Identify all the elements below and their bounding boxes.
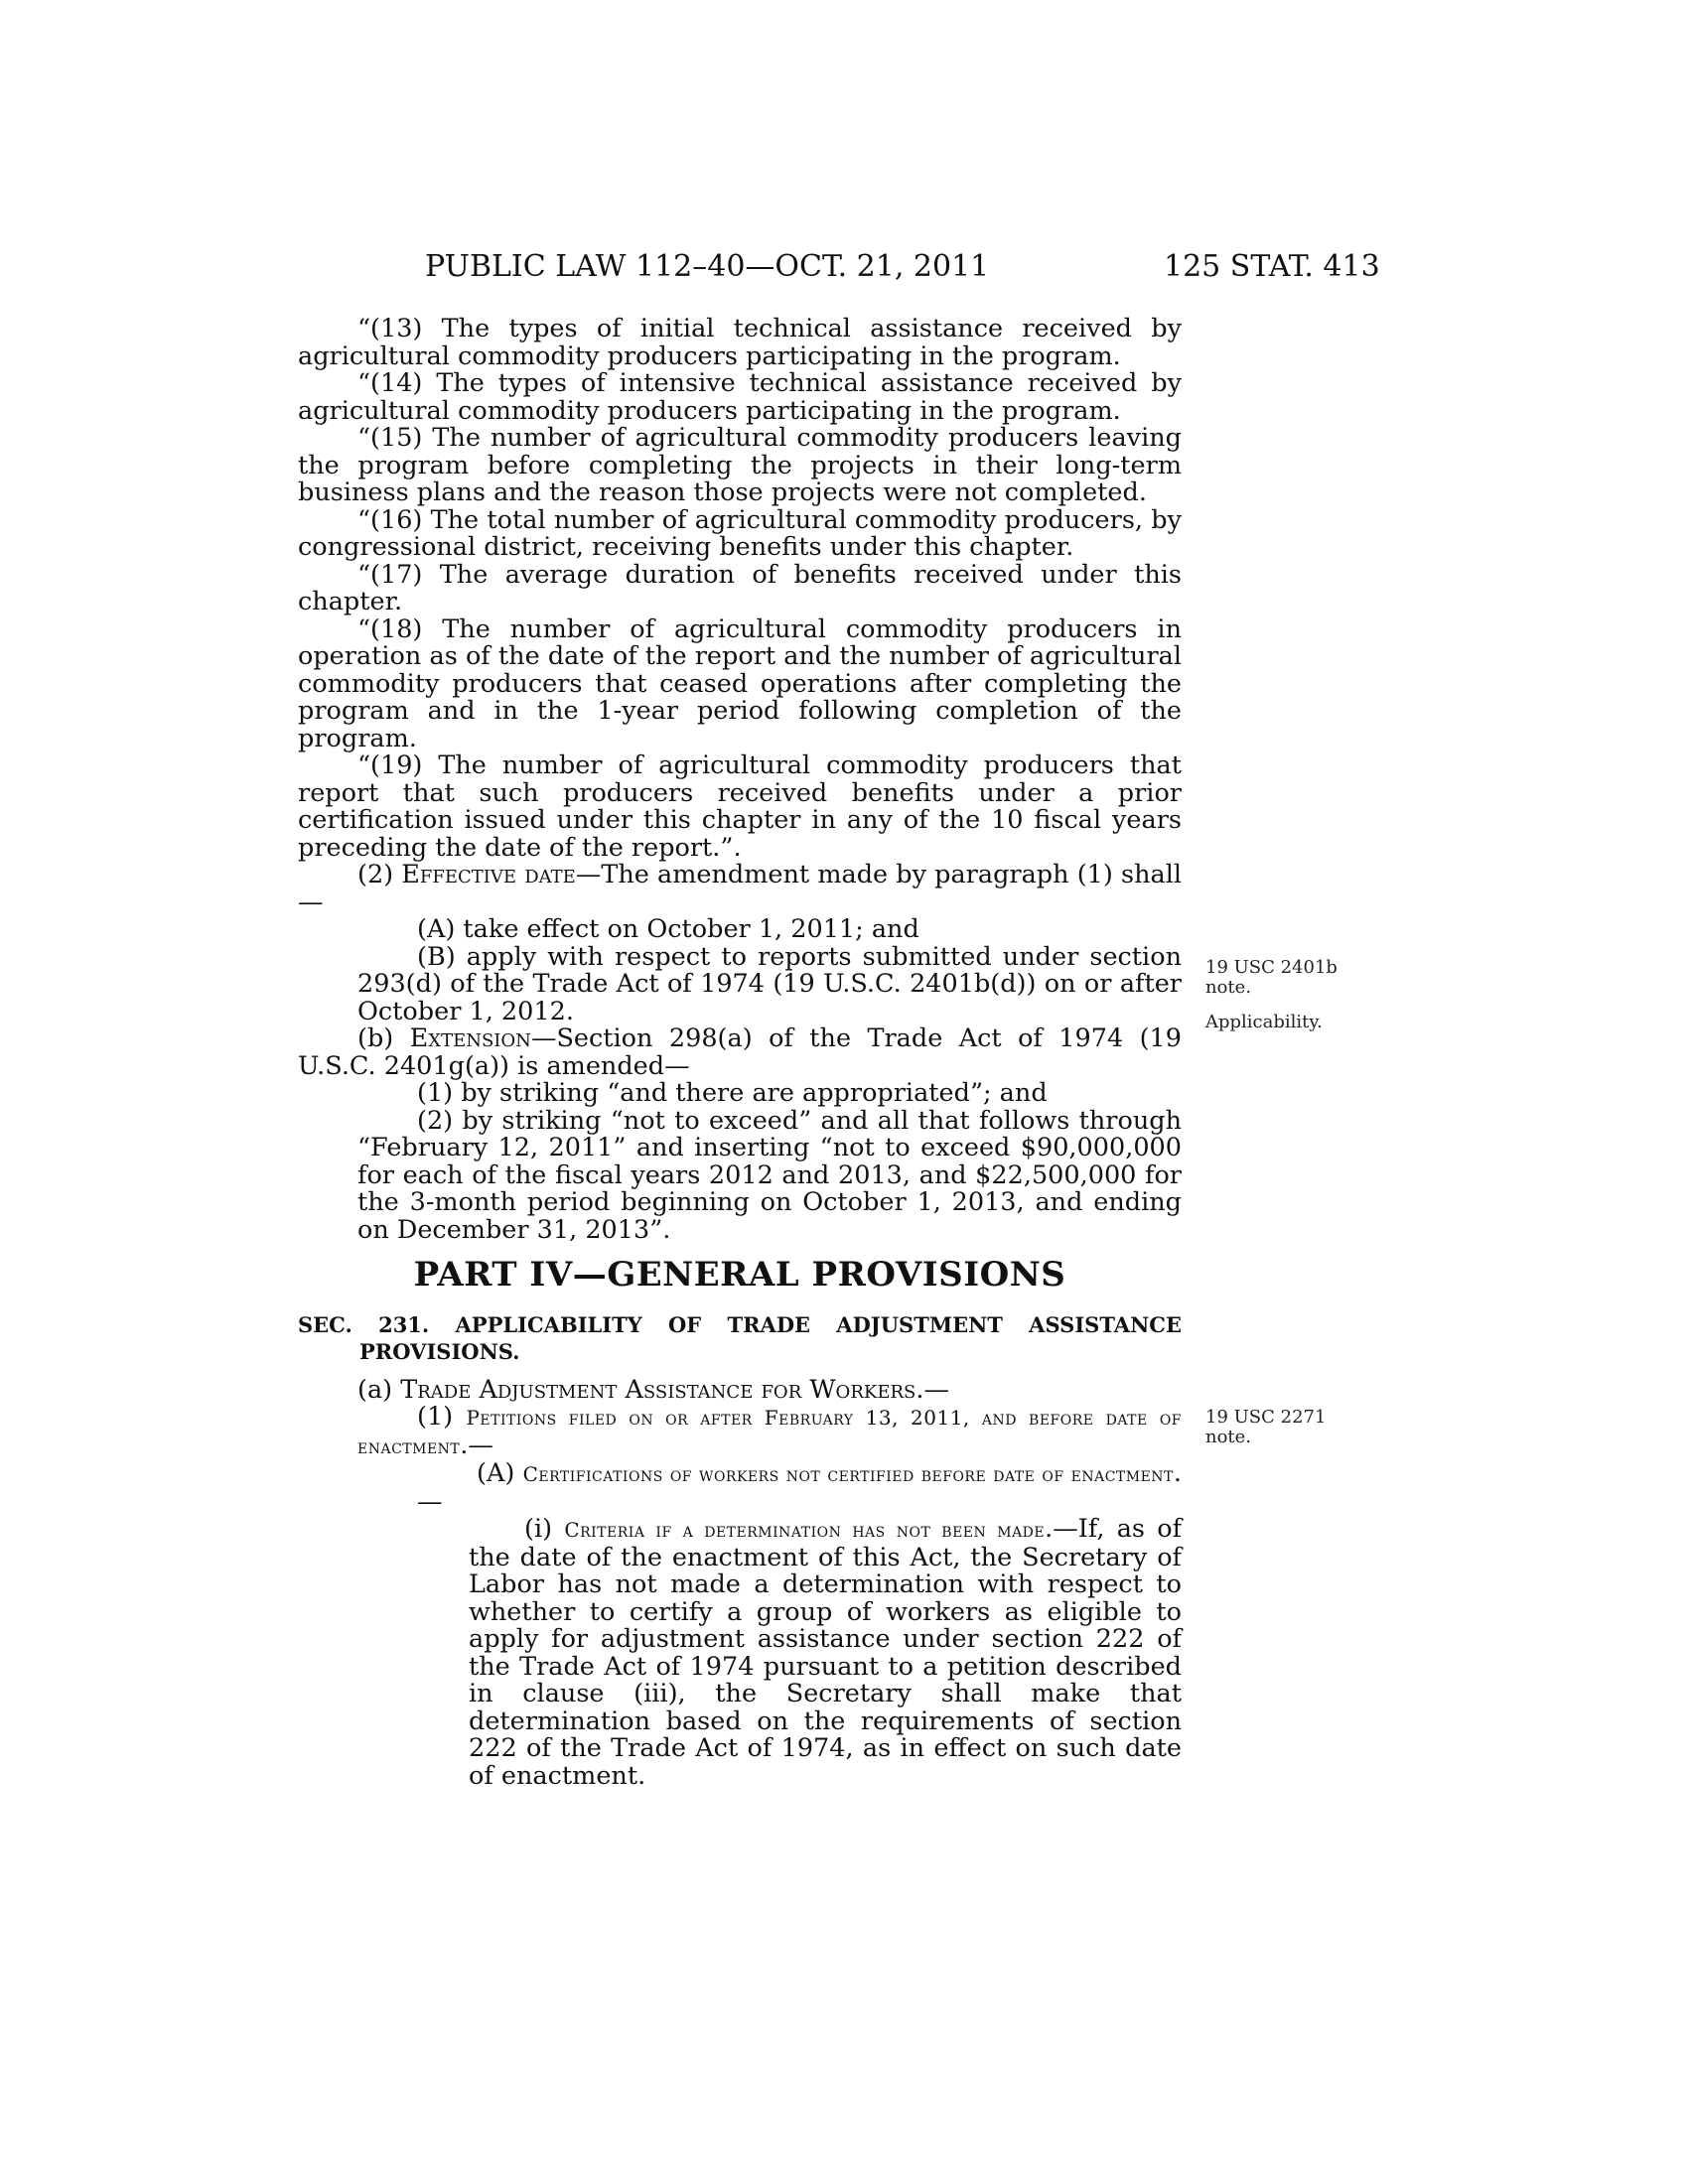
paragraph-a1-heading: Petitions filed on or after February 13, 2011, and before date of enactment bbox=[357, 1406, 1183, 1458]
extension-number: (b) bbox=[357, 1024, 394, 1053]
clause-i bbox=[298, 1516, 1182, 1790]
paragraph-14: “(14) The types of intensive technical assistance received by agricultural commodity producers participating in the program. bbox=[298, 368, 1182, 426]
paragraph-a1-number: (1) bbox=[417, 1402, 454, 1432]
margin-note-usc-2401b bbox=[1205, 958, 1337, 998]
margin-note-usc-2271 bbox=[1205, 1408, 1326, 1447]
paragraph-aA-dash: .— bbox=[417, 1458, 1183, 1517]
extension-2: (2) by striking “not to exceed” and all that follows through “February 12, 2011” and inserting “not to exceed $90,000,000 for each of the fiscal years 2012 and 2013, and $22,500,000 for the 3-month period beginning on October 1, 2013, and ending on December 31, 2013”. bbox=[357, 1105, 1182, 1245]
margin-note-usc-2401b-line1: 19 USC 2401b bbox=[1205, 957, 1337, 978]
extension-heading: Extension bbox=[409, 1024, 531, 1053]
paragraph-16: “(16) The total number of agricultural commodity producers, by congressional district, receiving benefits under this chapter. bbox=[298, 504, 1182, 562]
paragraph-aA bbox=[298, 1460, 1182, 1516]
subsection-a bbox=[298, 1374, 1182, 1405]
subsection-a-number: (a) bbox=[357, 1374, 393, 1405]
margin-note-applicability: Applicability. bbox=[1205, 1012, 1323, 1032]
margin-note-usc-2271-line2: note. bbox=[1205, 1427, 1252, 1447]
effective-date-heading: Effective date bbox=[401, 860, 576, 889]
clause-i-text: .—If, as of the date of the enactment of this Act, the Secretary of Labor has not made a determination with respect to whether to certify a group of workers as eligible to apply for adjustment assistance under section 222 of the Trade Act of 1974 pursuant to a petition described in clause (iii), the Secretary shall make that determination based on the requirements of section 222 of the Trade Act of 1974, as in effect on such date of enactment. bbox=[469, 1514, 1183, 1791]
document-body bbox=[298, 316, 1182, 1790]
margin-note-usc-2271-line1: 19 USC 2271 bbox=[1205, 1407, 1327, 1428]
paragraph-a1 bbox=[298, 1404, 1182, 1460]
paragraph-aA-number: (A) bbox=[477, 1458, 515, 1488]
paragraph-18: “(18) The number of agricultural commodity producers in operation as of the date of the report and the number of agricultural commodity producers that ceased operations after completing the program and in the 1-year period following completion of the program. bbox=[298, 614, 1182, 753]
effective-date-number: (2) bbox=[357, 860, 394, 889]
subsection-a-heading: Trade Adjustment Assistance for Workers bbox=[400, 1374, 916, 1405]
clause-i-number: (i) bbox=[524, 1514, 553, 1544]
part-title: PART IV—GENERAL PROVISIONS bbox=[413, 1255, 1066, 1295]
subsection-a-dash: .— bbox=[915, 1374, 949, 1405]
header-title: PUBLIC LAW 112–40—OCT. 21, 2011 bbox=[425, 249, 990, 284]
effective-date-text: —The amendment made by paragraph (1) shall— bbox=[298, 860, 1182, 917]
extension-text: —Section 298(a) of the Trade Act of 1974 (19 U.S.C. 2401g(a)) is amended— bbox=[298, 1024, 1182, 1081]
effective-date-a: (A) take effect on October 1, 2011; and bbox=[417, 914, 919, 944]
page-header bbox=[0, 249, 1688, 289]
paragraph-19: “(19) The number of agricultural commodity producers that report that such producers received benefits under a prior certification issued under this chapter in any of the 10 fiscal years preceding the date of the report.”. bbox=[298, 751, 1182, 863]
effective-date-b: (B) apply with respect to reports submitted under section 293(d) of the Trade Act of 1974 (19 U.S.C. 2401b(d)) on or after October 1, 2012. bbox=[357, 941, 1182, 1026]
margin-note-usc-2401b-line2: note. bbox=[1205, 977, 1252, 998]
paragraph-17: “(17) The average duration of benefits received under this chapter. bbox=[298, 559, 1182, 616]
paragraph-aA-heading: Certifications of workers not certified before date of enactment bbox=[522, 1462, 1174, 1486]
paragraph-13: “(13) The types of initial technical assistance received by agricultural commodity producers participating in the program. bbox=[298, 314, 1182, 371]
extension-1: (1) by striking “and there are appropriated”; and bbox=[417, 1078, 1048, 1108]
section-heading: SEC. 231. APPLICABILITY OF TRADE ADJUSTMENT ASSISTANCE PROVISIONS. bbox=[298, 1311, 1182, 1364]
effective-date-paragraph bbox=[298, 862, 1182, 916]
paragraph-15: “(15) The number of agricultural commodity producers leaving the program before completing the projects in their long-term business plans and the reason those projects were not completed. bbox=[298, 423, 1182, 507]
extension-paragraph bbox=[298, 1025, 1182, 1080]
clause-i-heading: Criteria if a determination has not been made bbox=[564, 1518, 1046, 1542]
paragraph-a1-dash: .— bbox=[460, 1430, 493, 1460]
header-page-number: 125 STAT. 413 bbox=[1164, 249, 1380, 284]
